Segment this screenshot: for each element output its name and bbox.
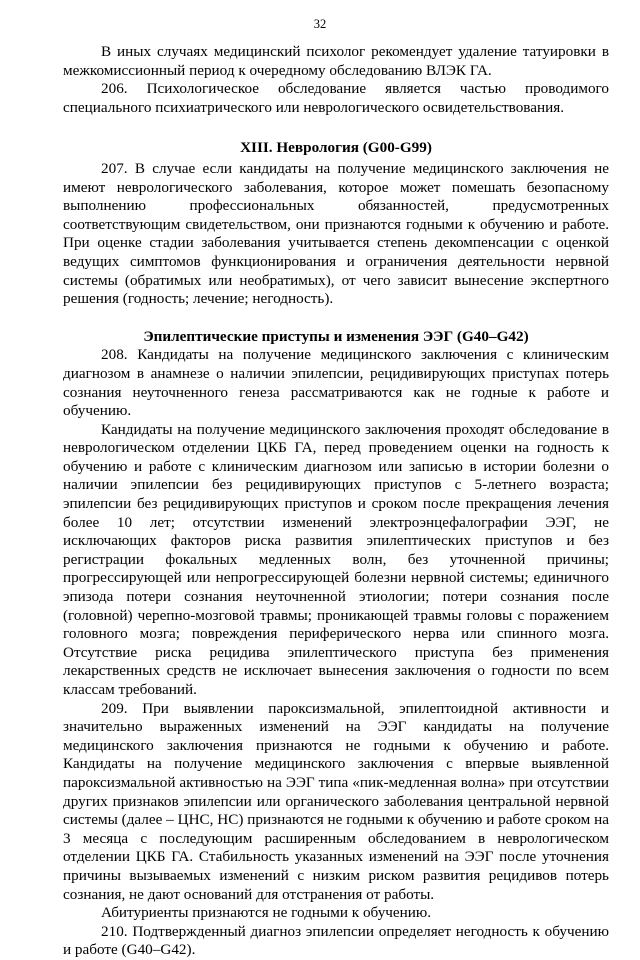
paragraph-candidates: Кандидаты на получение медицинского заключения проходят обследование в неврологическом отделении ЦКБ ГА, перед проведением оценки на годность к обучению и работе с клиническим диагнозом или записью в истории болезни о наличии эпилепсии без рецидивирующих приступов с 5-летнего возраста; эпилепсии без рецидивирующих приступов и сроком после прекращения лечения более 10 лет; отсутствии изменений электроэнцефалографии ЭЭГ, не исключающих факторов риска развития эпилептических приступов и без регистрации фокальных медленных волн, без уточненной причины; прогрессирующей или непрогрессирующей болезни нервной системы; единичного эпизода потери сознания неуточненной этиологии; потери сознания после (головной) черепно-мозговой травмы; проникающей травмы головы с поражением головного мозга; повреждения периферического нерва или спинного мозга. Отсутствие риска рецидива эпилептического приступа без применения лекарственных средств не исключает вынесения заключения о годности по всем классам требований. xyxy=(63,420,609,698)
paragraph-206: 206. Психологическое обследование является частью проводимого специального психиатрического или неврологического освидетельствования. xyxy=(63,80,609,116)
section-heading-neurology: XIII. Неврология (G00-G99) xyxy=(240,139,432,157)
paragraph-209: 209. При выявлении пароксизмальной, эпилептоидной активности и значительно выраженных изменений на ЭЭГ кандидаты на получение медицинского заключения признаются не годными к обучению и работе. Кандидаты на получение медицинского заключения с впервые выявленной пароксизмальной активностью на ЭЭГ типа «пик-медленная волна» при отсутствии других признаков эпилепсии или органического заболевания центральной нервной системы (далее – ЦНС, НС) признаются не годными к обучению и работе сроком на 3 месяца с последующим расширенным обследованием в неврологическом отделении ЦКБ ГА. Стабильность указанных изменений на ЭЭГ после уточнения причины вызываемых изменений с низким риском развития рецидивов потерь сознания, не дают оснований для отстранения от работы. xyxy=(63,699,609,903)
document-body xyxy=(63,43,609,960)
section-heading-epilepsy: Эпилептические приступы и изменения ЭЭГ (G40–G42) xyxy=(143,327,529,345)
paragraph-207: 207. В случае если кандидаты на получение медицинского заключения не имеют неврологического заболевания, которое может помешать безопасному выполнению профессиональных обязанностей, предусмотренных соответствующим свидетельством, они признаются годными к обучению и работе. При оценке стадии заболевания учитывается степень декомпенсации с оценкой ведущих симптомов функционирования и ограничения деятельности нервной системы (обратимых или необратимых), от чего зависит вынесение экспертного решения (годность; лечение; негодность). xyxy=(63,159,609,308)
paragraph-applicants: Абитуриенты признаются не годными к обучению. xyxy=(101,904,432,922)
paragraph: В иных случаях медицинский психолог рекомендует удаление татуировки в межкомиссионный период к очередному обследованию ВЛЭК ГА. xyxy=(63,43,609,79)
paragraph-210: 210. Подтвержденный диагноз эпилепсии определяет негодность к обучению и работе (G40–G42). xyxy=(63,922,609,959)
paragraph-208: 208. Кандидаты на получение медицинского заключения с клиническим диагнозом в анамнезе о наличии эпилепсии, рецидивирующих приступах потерь сознания неуточненного генеза рассматриваются как не годные к работе и обучению. xyxy=(63,346,609,420)
page-number: 32 xyxy=(313,17,327,31)
